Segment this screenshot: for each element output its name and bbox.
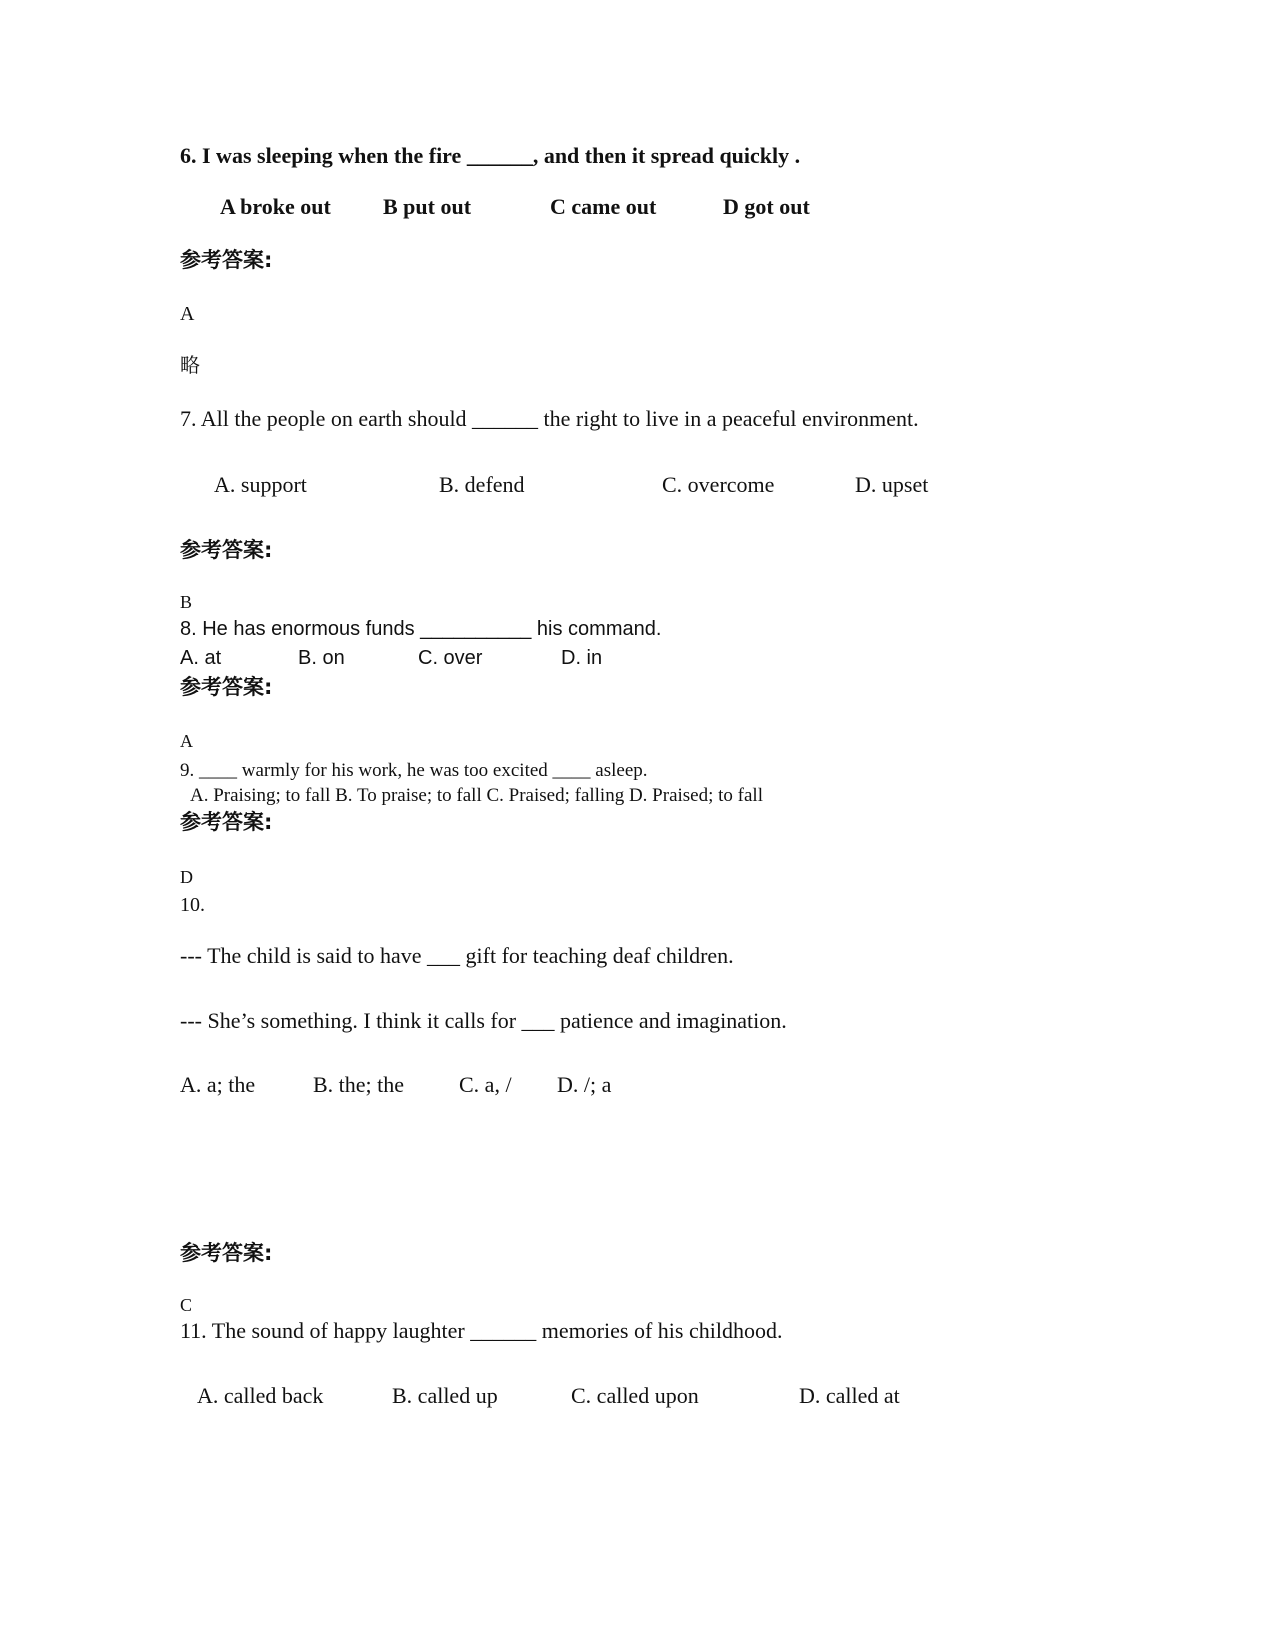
question-9-stem: 9. ____ warmly for his work, he was too excited ____ asleep. [180, 760, 648, 781]
q6-option-b: B put out [383, 194, 472, 219]
q10-option-a: A. a; the [180, 1072, 256, 1097]
q8-option-b: B. on [298, 647, 345, 669]
q8-option-c: C. over [418, 647, 483, 669]
answer-label: 参考答案: [180, 1241, 273, 1265]
q6-option-a: A broke out [220, 194, 331, 219]
answer-label: 参考答案: [180, 675, 273, 699]
q6-note: 略 [180, 355, 200, 377]
question-11-stem: 11. The sound of happy laughter ______ memories of his childhood. [180, 1318, 783, 1343]
answer-label: 参考答案: [180, 538, 273, 562]
q7-option-c: C. overcome [662, 472, 775, 497]
q8-answer: A [180, 731, 193, 751]
q10-option-b: B. the; the [313, 1072, 405, 1097]
answer-label: 参考答案: [180, 810, 273, 834]
q8-option-a: A. at [180, 647, 222, 669]
q10-option-c: C. a, / [459, 1072, 512, 1097]
q9-answer: D [180, 867, 193, 887]
q7-answer: B [180, 592, 193, 612]
answer-label: 参考答案: [180, 248, 273, 272]
q7-option-a: A. support [214, 472, 307, 497]
q9-options: A. Praising; to fall B. To praise; to fall C. Praised; falling D. Praised; to fall [190, 785, 763, 806]
q10-answer: C [180, 1295, 193, 1315]
q6-option-c: C came out [550, 194, 657, 219]
question-10-number: 10. [180, 894, 205, 916]
q11-option-c: C. called upon [571, 1383, 699, 1408]
q11-option-b: B. called up [392, 1383, 498, 1408]
question-7-stem: 7. All the people on earth should ______ the right to live in a peaceful environment. [180, 406, 919, 431]
q8-option-d: D. in [561, 647, 603, 669]
q6-option-d: D got out [723, 194, 810, 219]
q10-line-1: --- The child is said to have ___ gift for teaching deaf children. [180, 943, 734, 968]
q7-option-b: B. defend [439, 472, 525, 497]
q6-answer: A [180, 303, 195, 325]
q11-option-d: D. called at [799, 1383, 900, 1408]
q7-option-d: D. upset [855, 472, 929, 497]
question-8-stem: 8. He has enormous funds __________ his command. [180, 618, 662, 640]
q10-option-d: D. /; a [557, 1072, 612, 1097]
q10-line-2: --- She’s something. I think it calls for ___ patience and imagination. [180, 1008, 787, 1033]
question-6-stem: 6. I was sleeping when the fire ______, and then it spread quickly . [180, 143, 801, 168]
q11-option-a: A. called back [197, 1383, 324, 1408]
